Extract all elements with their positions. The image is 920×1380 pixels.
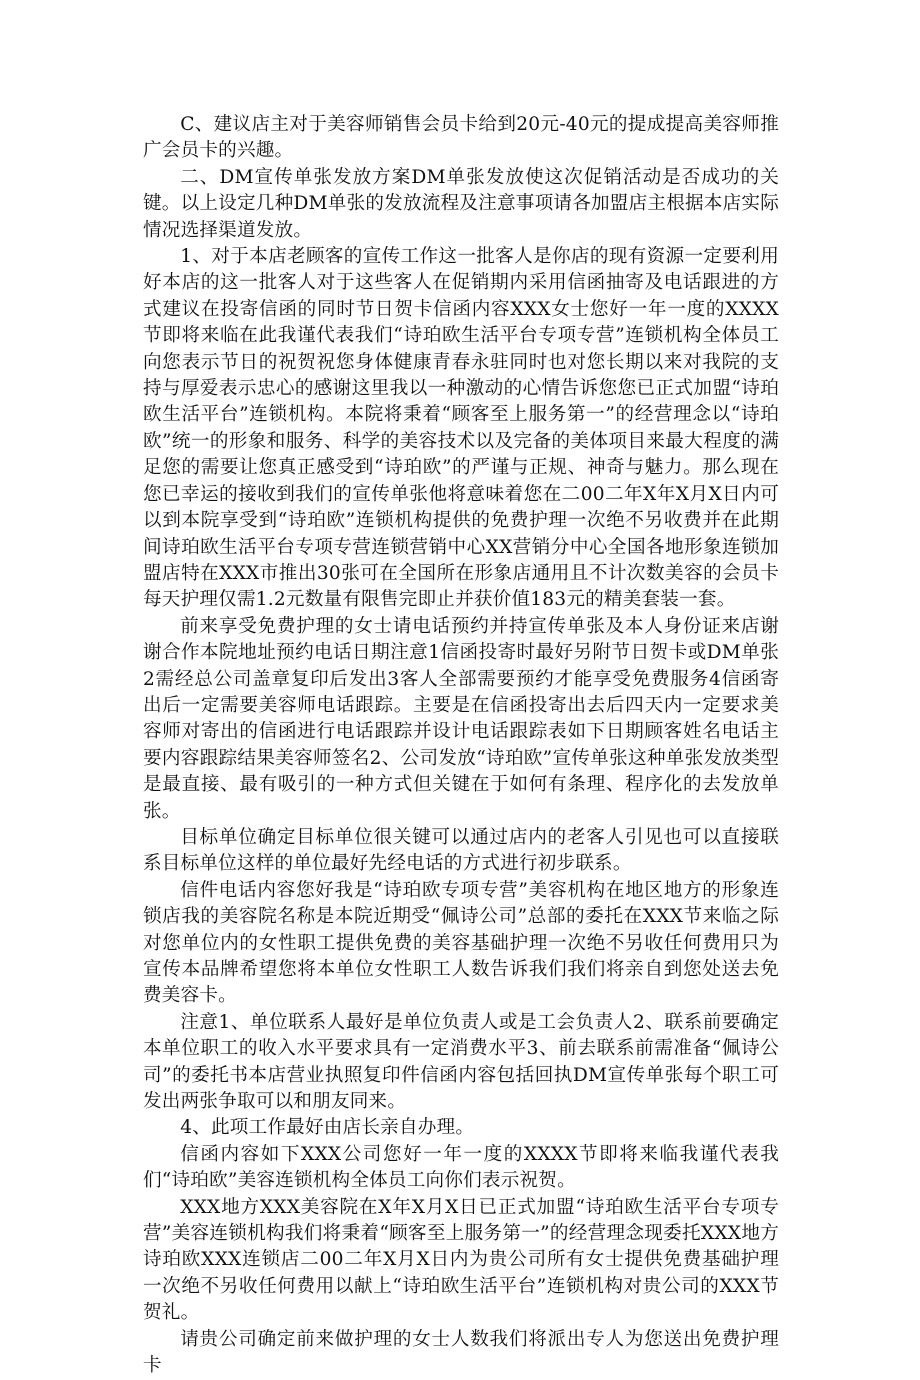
paragraph-phone-content: 信件电话内容您好我是“诗珀欧专项专营”美容机构在地区地方的形象连锁店我的美容院名称是本院近期受“佩诗公司”总部的委托在XXX节来临之际对您单位内的女性职工提供免费的美容基础护理一次绝不另收任何费用只为宣传本品牌希望您将本单位女性职工人数告诉我们我们将亲自到您处送去免费美容卡。 [143, 879, 779, 1007]
paragraph-manager: 4、此项工作最好由店长亲自办理。 [180, 1117, 475, 1139]
paragraph-target-unit: 目标单位确定目标单位很关键可以通过店内的老客人引见也可以直接联系目标单位这样的单位最好先经电话的方式进行初步联系。 [143, 826, 779, 875]
paragraph-dm-plan: 二、DM宣传单张发放方案DM单张发放使这次促销活动是否成功的关键。以上设定几种DM单张的发放流程及注意事项请各加盟店主根据本店实际情况选择渠道发放。 [143, 166, 779, 241]
paragraph-notes: 注意1、单位联系人最好是单位负责人或是工会负责人2、联系前要确定本单位职工的收入水平要求具有一定消费水平3、前去联系前需准备“佩诗公司”的委托书本店营业执照复印件信函内容包括回执DM宣传单张每个职工可发出两张争取可以和朋友同来。 [143, 1011, 779, 1113]
paragraph-free-care: 前来享受免费护理的女士请电话预约并持宣传单张及本人身份证来店谢谢合作本院地址预约电话日期注意1信函投寄时最好另附节日贺卡或DM单张2需经总公司盖章复印后发出3客人全部需要预约才能享受免费服务4信函寄出后一定需要美容师电话跟踪。主要是在信函投寄出去后四天内一定要求美容师对寄出的信函进行电话跟踪并设计电话跟踪表如下日期顾客姓名电话主要内容跟踪结果美容师签名2、公司发放“诗珀欧”宣传单张这种单张发放类型是最直接、最有吸引的一种方式但关键在于如何有条理、程序化的去发放单张。 [143, 615, 779, 822]
paragraph-old-customers: 1、对于本店老顾客的宣传工作这一批客人是你店的现有资源一定要利用好本店的这一批客人对于这些客人在促销期内采用信函抽寄及电话跟进的方式建议在投寄信函的同时节日贺卡信函内容XXX女士您好一年一度的XXXX节即将来临在此我谨代表我们“诗珀欧生活平台专项专营”连锁机构全体员工向您表示节日的祝贺祝您身体健康青春永驻同时也对您长期以来对我院的支持与厚爱表示忠心的感谢这里我以一种激动的心情告诉您您已正式加盟“诗珀欧生活平台”连锁机构。本院将秉着“顾客至上服务第一”的经营理念以“诗珀欧”统一的形象和服务、科学的美容技术以及完备的美体项目来最大程度的满足您的需要让您真正感受到“诗珀欧”的严谨与正规、神奇与魅力。那么现在您已幸运的接收到我们的宣传单张他将意味着您在二00二年X年X月X日内可以到本院享受到“诗珀欧”连锁机构提供的免费护理一次绝不另收费并在此期间诗珀欧生活平台专项专营连锁营销中心XX营销分中心全国各地形象连锁加盟店特在XXX市推出30张可在全国所在形象店通用且不计次数美容的会员卡每天护理仅需1.2元数量有限售完即止并获价值183元的精美套装一套。 [143, 246, 779, 611]
paragraph-letter-closing: 请贵公司确定前来做护理的女士人数我们将派出专人为您送出免费护理卡 [143, 1328, 779, 1377]
paragraph-commission: C、建议店主对于美容师销售会员卡给到20元-40元的提成提高美容师推广会员卡的兴趣。 [143, 114, 779, 162]
paragraph-letter-intro: 信函内容如下XXX公司您好一年一度的XXXX节即将来临我谨代表我们“诗珀欧”美容连锁机构全体员工向你们表示祝贺。 [143, 1143, 779, 1192]
paragraph-letter-body: XXX地方XXX美容院在X年X月X日已正式加盟“诗珀欧生活平台专项专营”美容连锁机构我们将秉着“顾客至上服务第一”的经营理念现委托XXX地方诗珀欧XXX连锁店二00二年X月X日内为贵公司所有女士提供免费基础护理一次绝不另收任何费用以献上“诗珀欧生活平台”连锁机构对贵公司的XXX节贺礼。 [143, 1196, 779, 1324]
document-body [143, 112, 779, 1380]
